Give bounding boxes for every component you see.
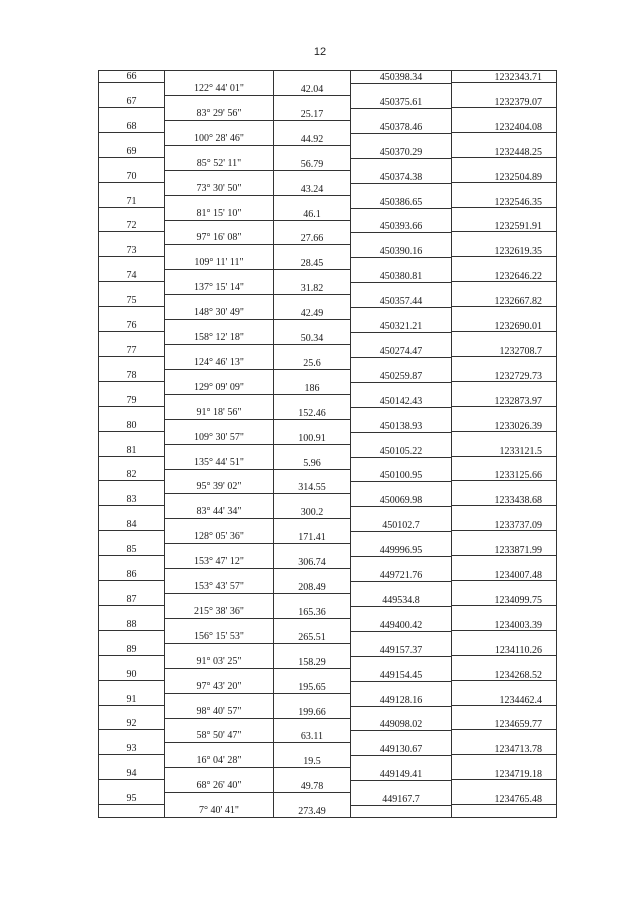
angle-cell: 100° 28' 46" <box>165 133 273 146</box>
angle-cell: 91° 03' 25" <box>165 656 273 669</box>
angle-cell: 129° 09' 09" <box>165 382 273 395</box>
x-coordinate-cell: 450393.66 <box>351 221 451 233</box>
point-number-cell: 81 <box>99 445 164 457</box>
y-coordinate-cell: 1234462.4 <box>452 695 556 706</box>
angle-cell: 97° 16' 08" <box>165 232 273 245</box>
table-row <box>99 420 556 445</box>
y-coordinate-cell: 1232591.91 <box>452 221 556 232</box>
distance-cell: 165.36 <box>274 607 350 619</box>
x-coordinate-cell: 450370.29 <box>351 147 451 159</box>
distance-cell: 56.79 <box>274 159 350 171</box>
y-coordinate-cell: 1232667.82 <box>452 296 556 307</box>
angle-cell: 128° 05' 36" <box>165 531 273 544</box>
point-number-cell: 90 <box>99 669 164 681</box>
table-row <box>99 544 556 569</box>
y-coordinate-cell: 1233125.66 <box>452 470 556 481</box>
distance-cell: 158.29 <box>274 657 350 669</box>
distance-cell: 100.91 <box>274 433 350 445</box>
y-coordinate-cell: 1232546.35 <box>452 197 556 208</box>
angle-cell: 135° 44' 51" <box>165 457 273 470</box>
x-coordinate-cell: 450321.21 <box>351 321 451 333</box>
y-coordinate-cell: 1232504.89 <box>452 172 556 183</box>
y-coordinate-cell: 1234719.18 <box>452 769 556 780</box>
angle-cell: 156° 15' 53" <box>165 631 273 644</box>
table-row <box>99 743 556 768</box>
angle-cell: 73° 30' 50" <box>165 183 273 196</box>
point-number-cell: 86 <box>99 569 164 581</box>
point-number-cell: 74 <box>99 270 164 282</box>
distance-cell: 28.45 <box>274 258 350 270</box>
point-number-cell: 89 <box>99 644 164 656</box>
x-coordinate-cell: 450357.44 <box>351 296 451 308</box>
y-coordinate-cell: 1234003.39 <box>452 620 556 631</box>
point-number-cell: 82 <box>99 469 164 481</box>
distance-cell: 195.65 <box>274 682 350 694</box>
distance-cell: 265.51 <box>274 632 350 644</box>
angle-cell: 148° 30' 49" <box>165 307 273 320</box>
x-coordinate-cell: 449400.42 <box>351 620 451 632</box>
y-coordinate-cell: 1232619.35 <box>452 246 556 257</box>
distance-cell: 44.92 <box>274 134 350 146</box>
angle-cell: 83° 29' 56" <box>165 108 273 121</box>
angle-cell: 109° 30' 57" <box>165 432 273 445</box>
table-row <box>99 121 556 146</box>
point-number-cell: 92 <box>99 718 164 730</box>
table-row <box>99 395 556 420</box>
distance-cell: 43.24 <box>274 184 350 196</box>
y-coordinate-cell: 1232343.71 <box>452 72 556 83</box>
point-number-cell: 78 <box>99 370 164 382</box>
point-number-cell: 84 <box>99 519 164 531</box>
x-coordinate-cell: 450386.65 <box>351 197 451 209</box>
x-coordinate-cell: 450100.95 <box>351 470 451 482</box>
x-coordinate-cell: 449098.02 <box>351 719 451 731</box>
y-coordinate-cell: 1234110.26 <box>452 645 556 656</box>
y-coordinate-cell: 1234713.78 <box>452 744 556 755</box>
distance-cell: 49.78 <box>274 781 350 793</box>
angle-cell: 109° 11' 11" <box>165 257 273 270</box>
point-number-cell: 77 <box>99 345 164 357</box>
distance-cell: 300.2 <box>274 507 350 519</box>
y-coordinate-cell: 1232873.97 <box>452 396 556 407</box>
point-number-cell: 83 <box>99 494 164 506</box>
x-coordinate-cell: 450105.22 <box>351 446 451 458</box>
table-row <box>99 245 556 270</box>
table-row <box>99 469 556 494</box>
y-coordinate-cell: 1234007.48 <box>452 570 556 581</box>
point-number-cell: 72 <box>99 220 164 232</box>
point-number-cell: 93 <box>99 743 164 755</box>
table-row <box>99 594 556 619</box>
distance-cell: 5.96 <box>274 458 350 470</box>
x-coordinate-cell: 449154.45 <box>351 670 451 682</box>
angle-cell: 81° 15' 10" <box>165 208 273 221</box>
distance-cell: 199.66 <box>274 707 350 719</box>
distance-cell: 152.46 <box>274 408 350 420</box>
angle-cell: 215° 38' 36" <box>165 606 273 619</box>
x-coordinate-cell: 450142.43 <box>351 396 451 408</box>
point-number-cell: 88 <box>99 619 164 631</box>
y-coordinate-cell: 1232379.07 <box>452 97 556 108</box>
x-coordinate-cell: 450138.93 <box>351 421 451 433</box>
x-coordinate-cell: 450274.47 <box>351 346 451 358</box>
x-coordinate-cell: 449130.67 <box>351 744 451 756</box>
x-coordinate-cell: 449534.8 <box>351 595 451 607</box>
point-number-cell: 71 <box>99 196 164 208</box>
y-coordinate-cell: 1234268.52 <box>452 670 556 681</box>
table-row <box>99 569 556 594</box>
y-coordinate-cell: 1233438.68 <box>452 495 556 506</box>
distance-cell: 42.04 <box>274 84 350 96</box>
y-coordinate-cell: 1234765.48 <box>452 794 556 805</box>
angle-cell: 95° 39' 02" <box>165 481 273 494</box>
table-row <box>99 644 556 669</box>
distance-cell: 273.49 <box>298 806 326 818</box>
table-row <box>99 768 556 793</box>
y-coordinate-cell: 1232646.22 <box>452 271 556 282</box>
table-row <box>99 519 556 544</box>
point-number-cell: 73 <box>99 245 164 257</box>
y-coordinate-cell: 1233737.09 <box>452 520 556 531</box>
angle-cell: 122° 44' 01" <box>165 83 273 96</box>
distance-cell: 42.49 <box>274 308 350 320</box>
x-coordinate-cell: 449128.16 <box>351 695 451 707</box>
table-row <box>99 370 556 395</box>
distance-cell: 314.55 <box>274 482 350 494</box>
table-row <box>99 96 556 121</box>
page-number: 12 <box>313 46 327 58</box>
table-row <box>99 669 556 694</box>
point-number-cell: 75 <box>99 295 164 307</box>
x-coordinate-cell: 450375.61 <box>351 97 451 109</box>
angle-cell: 68° 26' 40" <box>165 780 273 793</box>
angle-cell: 16° 04' 28" <box>165 755 273 768</box>
distance-cell: 25.6 <box>274 358 350 370</box>
y-coordinate-cell: 1234659.77 <box>452 719 556 730</box>
angle-cell: 7° 40' 41" <box>199 805 239 817</box>
table-row <box>99 196 556 221</box>
y-coordinate-cell: 1232690.01 <box>452 321 556 332</box>
y-coordinate-cell: 1232729.73 <box>452 371 556 382</box>
distance-cell: 19.5 <box>274 756 350 768</box>
angle-cell: 58° 50' 47" <box>165 730 273 743</box>
y-coordinate-cell: 1234099.75 <box>452 595 556 606</box>
point-number-cell: 94 <box>99 768 164 780</box>
angle-cell: 137° 15' 14" <box>165 282 273 295</box>
angle-cell: 98° 40' 57" <box>165 706 273 719</box>
x-coordinate-cell: 449157.37 <box>351 645 451 657</box>
point-number-cell: 85 <box>99 544 164 556</box>
distance-cell: 46.1 <box>274 209 350 221</box>
distance-cell: 208.49 <box>274 582 350 594</box>
table-row <box>99 295 556 320</box>
x-coordinate-cell: 450390.16 <box>351 246 451 258</box>
table-row <box>99 71 556 96</box>
angle-cell: 158° 12' 18" <box>165 332 273 345</box>
table-row <box>99 270 556 295</box>
x-coordinate-cell: 450398.34 <box>351 72 451 84</box>
point-number-cell: 68 <box>99 121 164 133</box>
angle-cell: 91° 18' 56" <box>165 407 273 420</box>
y-coordinate-cell: 1233121.5 <box>452 446 556 457</box>
distance-cell: 31.82 <box>274 283 350 295</box>
point-number-cell: 70 <box>99 171 164 183</box>
angle-cell: 83° 44' 34" <box>165 506 273 519</box>
table-row <box>99 146 556 171</box>
table-row <box>99 494 556 519</box>
x-coordinate-cell: 450069.98 <box>351 495 451 507</box>
y-coordinate-cell: 1232404.08 <box>452 122 556 133</box>
point-number-cell: 80 <box>99 420 164 432</box>
point-number-cell: 87 <box>99 594 164 606</box>
table-row <box>99 171 556 196</box>
distance-cell: 27.66 <box>274 233 350 245</box>
distance-cell: 50.34 <box>274 333 350 345</box>
point-number-cell: 66 <box>99 71 164 83</box>
table-row <box>99 220 556 245</box>
x-coordinate-cell: 450380.81 <box>351 271 451 283</box>
x-coordinate-cell: 449996.95 <box>351 545 451 557</box>
point-number-cell: 67 <box>99 96 164 108</box>
distance-cell: 306.74 <box>274 557 350 569</box>
distance-cell: 171.41 <box>274 532 350 544</box>
table-row <box>99 320 556 345</box>
point-number-cell: 95 <box>99 793 164 805</box>
x-coordinate-cell: 450378.46 <box>351 122 451 134</box>
point-number-cell: 91 <box>99 694 164 706</box>
distance-cell: 63.11 <box>274 731 350 743</box>
y-coordinate-cell: 1233871.99 <box>452 545 556 556</box>
coordinate-table <box>98 70 557 818</box>
point-number-cell: 76 <box>99 320 164 332</box>
angle-cell: 85° 52' 11" <box>165 158 273 171</box>
x-coordinate-cell: 450259.87 <box>351 371 451 383</box>
table-row <box>99 718 556 743</box>
distance-cell: 25.17 <box>274 109 350 121</box>
table-row <box>99 694 556 719</box>
y-coordinate-cell: 1232448.25 <box>452 147 556 158</box>
y-coordinate-cell: 1232708.7 <box>452 346 556 357</box>
distance-cell: 186 <box>274 383 350 395</box>
x-coordinate-cell: 449167.7 <box>351 794 451 806</box>
x-coordinate-cell: 450374.38 <box>351 172 451 184</box>
angle-cell: 97° 43' 20" <box>165 681 273 694</box>
x-coordinate-cell: 450102.7 <box>351 520 451 532</box>
y-coordinate-cell: 1233026.39 <box>452 421 556 432</box>
angle-cell: 153° 43' 57" <box>165 581 273 594</box>
angle-cell: 124° 46' 13" <box>165 357 273 370</box>
angle-cell: 153° 47' 12" <box>165 556 273 569</box>
point-number-cell: 69 <box>99 146 164 158</box>
x-coordinate-cell: 449721.76 <box>351 570 451 582</box>
table-row <box>99 619 556 644</box>
table-row <box>99 445 556 470</box>
x-coordinate-cell: 449149.41 <box>351 769 451 781</box>
table-row <box>99 345 556 370</box>
table-row <box>99 793 556 818</box>
point-number-cell: 79 <box>99 395 164 407</box>
